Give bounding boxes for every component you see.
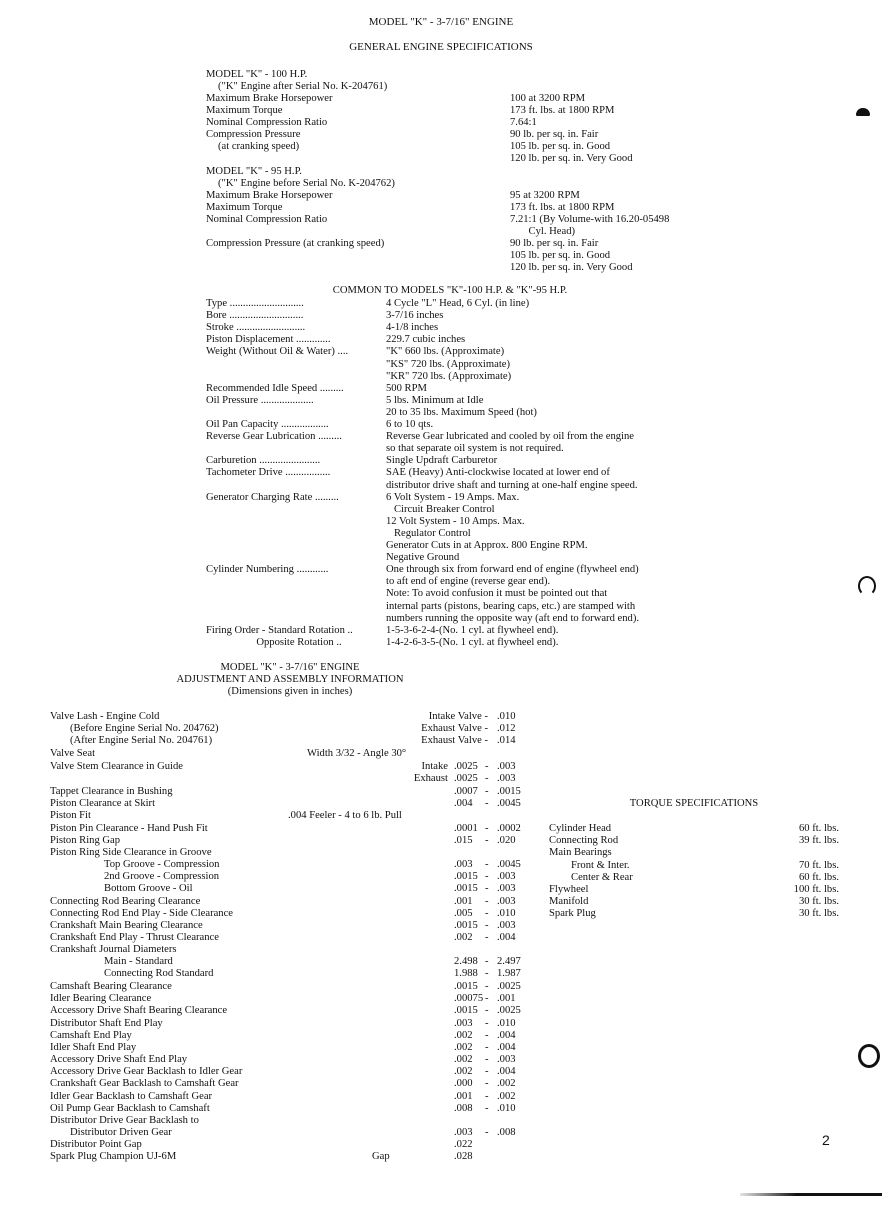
adjustment-label: Piston Clearance at Skirt <box>50 798 156 809</box>
adjustment-label: Spark Plug Champion UJ-6M <box>50 1151 177 1162</box>
adjustment-label: Idler Gear Backlash to Camshaft Gear <box>50 1091 213 1102</box>
spec-label: Maximum Brake Horsepower <box>206 93 333 104</box>
adjustment-label: Top Groove - Compression <box>104 859 220 870</box>
common-spec-value: "KS" 720 lbs. (Approximate) <box>386 358 510 370</box>
adjustment-max-value: .003 <box>497 920 516 931</box>
torque-value: 70 ft. lbs. <box>798 859 839 871</box>
adjustment-heading-line3: (Dimensions given in inches) <box>227 686 353 697</box>
spec-value: 90 lb. per sq. in. Fair <box>510 238 599 249</box>
common-spec-value: Generator Cuts in at Approx. 800 Engine RPM. <box>386 540 588 551</box>
common-spec-value: 6 to 10 qts. <box>386 419 434 430</box>
range-separator: - <box>485 773 489 784</box>
spec-value: 100 at 3200 RPM <box>510 93 586 104</box>
torque-value: 60 ft. lbs. <box>798 823 839 834</box>
adjustment-max-value: 2.497 <box>497 956 521 967</box>
common-spec-label: Cylinder Numbering ............ <box>206 564 329 576</box>
adjustment-heading-line2: ADJUSTMENT AND ASSEMBLY INFORMATION <box>176 674 404 685</box>
range-separator: - <box>485 835 489 846</box>
common-spec-value: Reverse Gear lubricated and cooled by oil from the engine <box>386 431 634 443</box>
common-spec-value: "K" 660 lbs. (Approximate) <box>386 346 505 358</box>
adjustment-label: Piston Ring Gap <box>50 835 121 846</box>
common-spec-label: Recommended Idle Speed ......... <box>206 382 344 394</box>
common-spec-value: One through six from forward end of engine (flywheel end) <box>386 564 639 576</box>
adjustment-condition: Exhaust Valve - <box>421 735 488 746</box>
adjustment-label: Valve Lash - Engine Cold <box>50 711 160 722</box>
model-95-note: ("K" Engine before Serial No. K-204762) <box>218 178 395 189</box>
adjustment-label: Idler Bearing Clearance <box>50 993 152 1004</box>
adjustment-label: (Before Engine Serial No. 204762) <box>70 723 219 734</box>
spec-label: Maximum Torque <box>206 202 283 213</box>
adjustment-min-value: .0007 <box>454 786 478 797</box>
adjustment-max-value: .008 <box>497 1127 516 1138</box>
page-title: MODEL "K" - 3-7/16" ENGINE <box>368 16 514 28</box>
spec-value: 7.21:1 (By Volume-with 16.20-05498 <box>510 214 670 225</box>
adjustment-min-value: .003 <box>454 859 473 870</box>
range-separator: - <box>485 932 489 943</box>
torque-label: Main Bearings <box>549 847 612 859</box>
adjustment-label: Oil Pump Gear Backlash to Camshaft <box>50 1103 210 1114</box>
adjustment-min-value: .002 <box>454 1066 473 1077</box>
common-spec-label: Generator Charging Rate ......... <box>206 491 339 503</box>
adjustment-label: Valve Stem Clearance in Guide <box>50 761 183 772</box>
common-spec-label: Oil Pan Capacity .................. <box>206 419 329 430</box>
model-100-note: ("K" Engine after Serial No. K-204761) <box>218 81 388 92</box>
adjustment-max-value: .003 <box>497 883 516 894</box>
range-separator: - <box>485 1042 489 1053</box>
adjustment-max-value: .010 <box>497 711 516 722</box>
adjustment-label: Crankshaft End Play - Thrust Clearance <box>50 932 219 943</box>
adjustment-min-value: .0025 <box>454 773 478 784</box>
adjustment-min-value: .0015 <box>454 920 478 931</box>
common-spec-value: distributor drive shaft and turning at one-half engine speed. <box>386 479 638 491</box>
torque-label: Manifold <box>549 896 589 908</box>
adjustment-max-value: .004 <box>497 1030 516 1041</box>
adjustment-min-value: .005 <box>454 908 473 919</box>
torque-value: 39 ft. lbs. <box>798 835 839 847</box>
torque-label: Center & Rear <box>571 871 633 883</box>
common-spec-value: Note: To avoid confusion it must be pointed out that <box>386 588 608 600</box>
adjustment-min-value: .000 <box>454 1078 473 1089</box>
adjustment-min-value: .001 <box>454 1091 473 1102</box>
common-spec-value: 1-4-2-6-3-5-(No. 1 cyl. at flywheel end). <box>386 636 559 648</box>
adjustment-max-value: .004 <box>497 1066 516 1077</box>
adjustment-max-value: .003 <box>497 761 516 772</box>
model-95-title: MODEL "K" - 95 H.P. <box>206 166 302 177</box>
range-separator: - <box>485 908 489 919</box>
adjustment-min-value: 2.498 <box>454 956 478 967</box>
adjustment-min-value: .00075 <box>454 993 484 1004</box>
common-spec-value: Negative Ground <box>386 552 460 564</box>
torque-label: Flywheel <box>549 884 589 895</box>
adjustment-label: Camshaft End Play <box>50 1030 132 1041</box>
adjustment-max-value: 1.987 <box>497 968 521 979</box>
torque-value: 100 ft. lbs. <box>793 884 839 895</box>
common-spec-value: SAE (Heavy) Anti-clockwise located at lower end of <box>386 467 610 479</box>
adjustment-label: (After Engine Serial No. 204761) <box>70 735 213 746</box>
adjustment-min-value: .002 <box>454 1054 473 1065</box>
spec-value: 7.64:1 <box>510 117 537 128</box>
adjustment-max-value: .010 <box>497 1018 516 1029</box>
adjustment-max-value: .0045 <box>497 859 521 870</box>
adjustment-label: Crankshaft Journal Diameters <box>50 944 177 955</box>
common-spec-label: Piston Displacement ............. <box>206 334 331 346</box>
adjustment-label: Accessory Drive Gear Backlash to Idler Gear <box>50 1066 243 1077</box>
adjustment-label: Piston Fit <box>50 810 91 821</box>
common-spec-value: "KR" 720 lbs. (Approximate) <box>386 370 512 382</box>
adjustment-min-value: .0015 <box>454 1005 478 1016</box>
common-spec-value: Single Updraft Carburetor <box>386 455 498 467</box>
common-spec-value: 4-1/8 inches <box>386 322 439 334</box>
adjustment-max-value: .010 <box>497 1103 516 1114</box>
adjustment-label: Camshaft Bearing Clearance <box>50 981 172 992</box>
scan-edge-line <box>740 1193 882 1196</box>
adjustment-min-value: .003 <box>454 1018 473 1029</box>
adjustment-min-value: .0025 <box>454 761 478 772</box>
spec-label: Compression Pressure <box>206 129 301 140</box>
range-separator: - <box>485 956 489 967</box>
common-spec-label: Stroke .......................... <box>206 322 306 334</box>
adjustment-max-value: .004 <box>497 932 516 943</box>
adjustment-label: Piston Ring Side Clearance in Groove <box>50 847 212 858</box>
spec-value: 95 at 3200 RPM <box>510 190 580 201</box>
common-spec-label: Type ............................ <box>206 298 304 309</box>
spec-label: (at cranking speed) <box>218 141 300 152</box>
adjustment-label: 2nd Groove - Compression <box>104 871 220 882</box>
adjustment-max-value: .020 <box>497 835 516 846</box>
adjustment-max-value: .0025 <box>497 1005 521 1016</box>
common-spec-value: 12 Volt System - 10 Amps. Max. <box>386 515 525 527</box>
adjustment-min-value: .022 <box>454 1139 473 1150</box>
common-spec-label: Oil Pressure .................... <box>206 394 314 406</box>
common-spec-value: 229.7 cubic inches <box>386 334 466 346</box>
adjustment-max-value: .0025 <box>497 981 521 992</box>
adjustment-min-value: .004 <box>454 798 473 809</box>
spec-value: Cyl. Head) <box>510 226 576 237</box>
adjustment-min-value: .015 <box>454 835 473 846</box>
adjustment-condition: Exhaust <box>413 773 448 784</box>
adjustment-min-value: .028 <box>454 1151 473 1162</box>
adjustment-condition: Exhaust Valve - <box>421 723 488 734</box>
range-separator: - <box>485 823 489 834</box>
adjustment-min-value: .002 <box>454 932 473 943</box>
common-spec-value: internal parts (pistons, bearing caps, etc.) are stamped with <box>386 600 636 612</box>
common-spec-label: Bore ............................ <box>206 310 304 322</box>
range-separator: - <box>485 920 489 931</box>
range-separator: - <box>485 871 489 882</box>
adjustment-min-value: .0015 <box>454 981 478 992</box>
torque-value: 60 ft. lbs. <box>798 871 839 883</box>
adjustment-max-value: .004 <box>497 1042 516 1053</box>
range-separator: - <box>485 981 489 992</box>
range-separator: - <box>485 883 489 894</box>
common-spec-value: numbers running the opposite way (aft end to forward end). <box>386 612 640 624</box>
adjustment-min-value: .001 <box>454 896 473 907</box>
adjustment-label: Idler Shaft End Play <box>50 1042 137 1053</box>
adjustment-min-value: .0015 <box>454 883 478 894</box>
spec-label: Nominal Compression Ratio <box>206 117 328 128</box>
adjustment-condition: .004 Feeler - 4 to 6 lb. Pull <box>288 810 402 821</box>
torque-label: Cylinder Head <box>549 823 612 834</box>
common-spec-value: 5 lbs. Minimum at Idle <box>386 394 484 406</box>
spec-label: Nominal Compression Ratio <box>206 214 328 225</box>
range-separator: - <box>485 1054 489 1065</box>
common-spec-value: 4 Cycle "L" Head, 6 Cyl. (in line) <box>386 298 530 309</box>
common-spec-value: 500 RPM <box>386 382 427 394</box>
adjustment-min-value: 1.988 <box>454 968 478 979</box>
range-separator: - <box>485 896 489 907</box>
adjustment-min-value: .0001 <box>454 823 478 834</box>
adjustment-max-value: .014 <box>497 735 516 746</box>
range-separator: - <box>485 859 489 870</box>
adjustment-label: Crankshaft Main Bearing Clearance <box>50 920 203 931</box>
adjustment-label: Tappet Clearance in Bushing <box>50 786 173 797</box>
spec-value: 120 lb. per sq. in. Very Good <box>510 153 633 164</box>
binder-hole-mark-top <box>856 108 870 116</box>
common-spec-value: 1-5-3-6-2-4-(No. 1 cyl. at flywheel end). <box>386 624 559 636</box>
page-number: 2 <box>822 1132 830 1148</box>
adjustment-label: Distributor Shaft End Play <box>50 1018 163 1029</box>
range-separator: - <box>485 1066 489 1077</box>
adjustment-label: Distributor Driven Gear <box>70 1127 172 1138</box>
adjustment-min-value: .003 <box>454 1127 473 1138</box>
adjustment-label: Crankshaft Gear Backlash to Camshaft Gear <box>50 1078 239 1089</box>
range-separator: - <box>485 1127 489 1138</box>
common-spec-label: Reverse Gear Lubrication ......... <box>206 431 342 443</box>
spec-value: 90 lb. per sq. in. Fair <box>510 129 599 140</box>
adjustment-min-value: .008 <box>454 1103 473 1114</box>
spec-label: Maximum Brake Horsepower <box>206 190 333 201</box>
adjustment-label: Connecting Rod Standard <box>104 968 214 979</box>
binder-hole-mark-bottom <box>858 1044 880 1068</box>
spec-value: 105 lb. per sq. in. Good <box>510 250 611 261</box>
spec-value: 173 ft. lbs. at 1800 RPM <box>510 105 615 116</box>
common-spec-value: 3-7/16 inches <box>386 310 444 322</box>
model-100-title: MODEL "K" - 100 H.P. <box>206 69 308 80</box>
common-spec-value: 6 Volt System - 19 Amps. Max. <box>386 491 520 503</box>
adjustment-label: Connecting Rod End Play - Side Clearance <box>50 908 233 919</box>
common-spec-label: Opposite Rotation .. <box>206 636 342 648</box>
adjustment-max-value: .002 <box>497 1091 516 1102</box>
common-spec-label: Tachometer Drive ................. <box>206 467 331 479</box>
spec-value: 120 lb. per sq. in. Very Good <box>510 262 633 273</box>
common-spec-value: Regulator Control <box>386 527 471 539</box>
adjustment-min-value: .002 <box>454 1030 473 1041</box>
adjustment-condition: Gap <box>372 1151 390 1162</box>
common-spec-label: Firing Order - Standard Rotation .. <box>206 624 353 636</box>
spec-label: Maximum Torque <box>206 105 283 116</box>
spec-value: 105 lb. per sq. in. Good <box>510 141 611 152</box>
range-separator: - <box>485 761 489 772</box>
adjustment-max-value: .003 <box>497 871 516 882</box>
adjustment-label: Accessory Drive Shaft End Play <box>50 1054 188 1065</box>
adjustment-max-value: .003 <box>497 1054 516 1065</box>
binder-hole-mark-middle <box>858 576 876 596</box>
range-separator: - <box>485 786 489 797</box>
adjustment-max-value: .010 <box>497 908 516 919</box>
adjustment-label: Connecting Rod Bearing Clearance <box>50 896 201 907</box>
range-separator: - <box>485 798 489 809</box>
adjustment-max-value: .0002 <box>497 823 521 834</box>
torque-heading: TORQUE SPECIFICATIONS <box>629 798 759 809</box>
range-separator: - <box>485 1005 489 1016</box>
adjustment-label: Distributor Point Gap <box>50 1139 142 1150</box>
torque-label: Spark Plug <box>549 908 596 920</box>
adjustment-label: Bottom Groove - Oil <box>104 883 193 894</box>
section-title-general-specs: GENERAL ENGINE SPECIFICATIONS <box>349 41 533 53</box>
adjustment-min-value: .0015 <box>454 871 478 882</box>
range-separator: - <box>485 993 489 1004</box>
common-spec-value: to aft end of engine (reverse gear end). <box>386 576 551 588</box>
adjustment-max-value: .001 <box>497 993 516 1004</box>
range-separator: - <box>485 1030 489 1041</box>
adjustment-max-value: .002 <box>497 1078 516 1089</box>
adjustment-max-value: .003 <box>497 896 516 907</box>
adjustment-max-value: .003 <box>497 773 516 784</box>
common-heading: COMMON TO MODELS "K"-100 H.P. & "K"-95 H.P. <box>332 285 568 296</box>
range-separator: - <box>485 1091 489 1102</box>
adjustment-condition: Width 3/32 - Angle 30° <box>307 748 407 759</box>
adjustment-label: Piston Pin Clearance - Hand Push Fit <box>50 823 208 834</box>
adjustment-condition: Intake Valve - <box>428 711 488 722</box>
common-spec-label: Weight (Without Oil & Water) .... <box>206 346 349 358</box>
spec-label: Compression Pressure (at cranking speed) <box>206 238 385 249</box>
range-separator: - <box>485 968 489 979</box>
common-spec-value: Circuit Breaker Control <box>386 503 495 515</box>
adjustment-heading-line1: MODEL "K" - 3-7/16" ENGINE <box>220 662 360 673</box>
adjustment-condition: Intake <box>421 761 448 772</box>
torque-label: Connecting Rod <box>549 835 619 847</box>
range-separator: - <box>485 1103 489 1114</box>
adjustment-max-value: .0015 <box>497 786 521 797</box>
adjustment-label: Accessory Drive Shaft Bearing Clearance <box>50 1005 228 1016</box>
adjustment-label: Main - Standard <box>104 956 173 967</box>
range-separator: - <box>485 1078 489 1089</box>
common-spec-label: Carburetion ....................... <box>206 455 321 467</box>
adjustment-max-value: .012 <box>497 723 516 734</box>
range-separator: - <box>485 1018 489 1029</box>
adjustment-max-value: .0045 <box>497 798 521 809</box>
adjustment-label: Distributor Drive Gear Backlash to <box>50 1115 199 1126</box>
common-spec-value: so that separate oil system is not required. <box>386 443 564 455</box>
spec-value: 173 ft. lbs. at 1800 RPM <box>510 202 615 213</box>
torque-value: 30 ft. lbs. <box>798 896 839 908</box>
torque-label: Front & Inter. <box>571 859 630 871</box>
common-spec-value: 20 to 35 lbs. Maximum Speed (hot) <box>386 406 537 418</box>
torque-value: 30 ft. lbs. <box>798 908 839 920</box>
adjustment-min-value: .002 <box>454 1042 473 1053</box>
adjustment-label: Valve Seat <box>50 748 96 759</box>
